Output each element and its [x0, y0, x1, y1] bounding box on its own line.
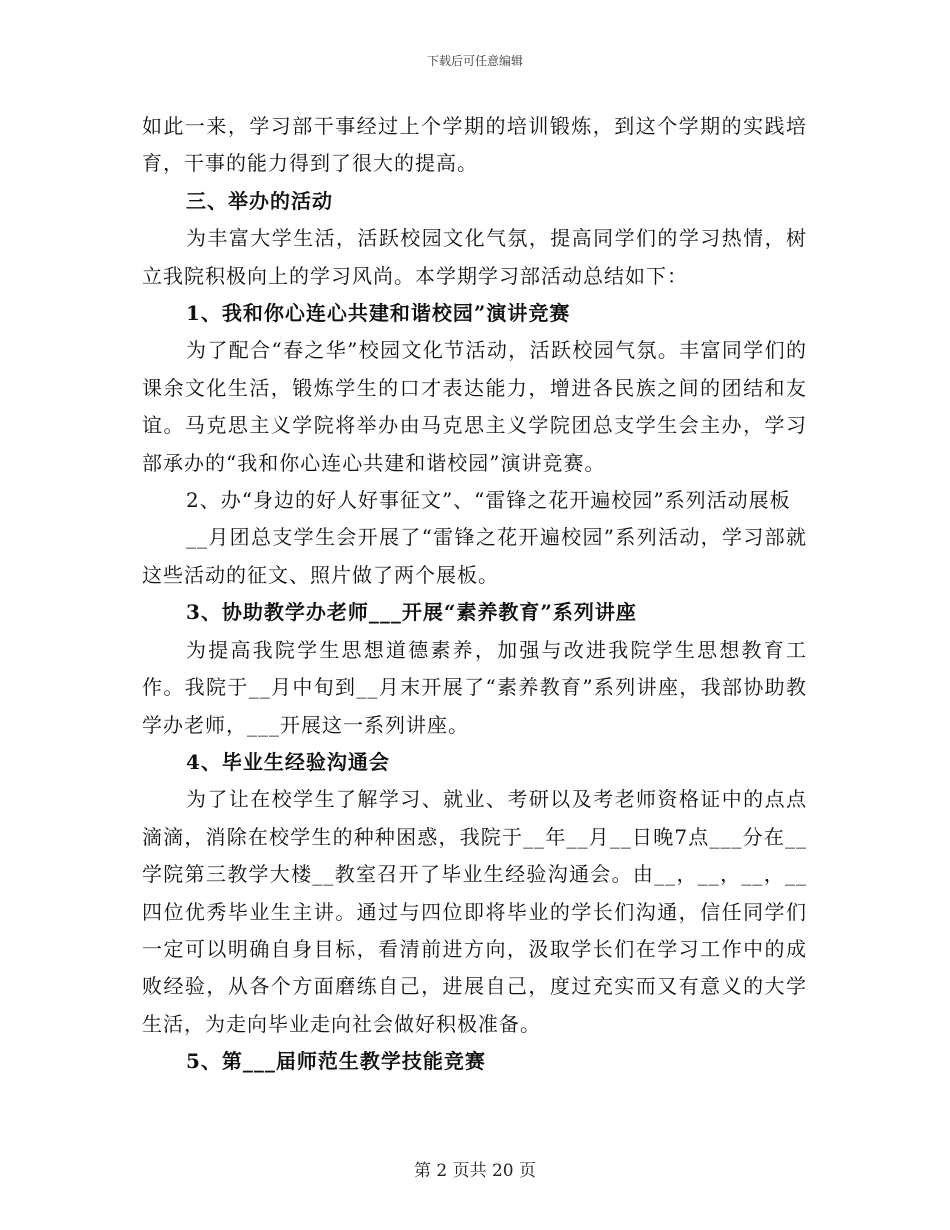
page-header: 下载后可任意编辑 — [426, 54, 523, 68]
paragraph-activities-summary: 为丰富大学生活，活跃校园文化气氛，提高同学们的学习热情，树立我院积极向上的学习风尚。本学期学习部活动总结如下： — [142, 226, 807, 288]
heading-display-boards: 2、办“身边的好人好事征文”、“雷锋之花开遍校园”系列活动展板 — [186, 488, 791, 513]
paragraph-speech-contest: 为了配合“春之华”校园文化节活动，活跃校园气氛。丰富同学们的课余文化生活，锻炼学生的口才表达能力，增进各民族之间的团结和友谊。马克思主义学院将举办由马克思主义学院团总支学生会主办，学习部承办的“我和你心连心共建和谐校园”演讲竞赛。 — [142, 338, 807, 475]
heading-teaching-skills-contest: 5、第___届师范生教学技能竞赛 — [186, 1049, 486, 1074]
paragraph-graduate-meeting: 为了让在校学生了解学习、就业、考研以及考老师资格证中的点点滴滴，消除在校学生的种种困惑，我院于__年__月__日晚7点___分在__学院第三教学大楼__教室召开了毕业生经验沟通会。由__，__，__，__四位优秀毕业生主讲。通过与四位即将毕业的学长们沟通，信任同学们一定可以明确自身目标，看清前进方向，汲取学长们在学习工作中的成败经验，从各个方面磨练自己，进展自己，度过充实而又有意义的大学生活，为走向毕业走向社会做好积极准备。 — [142, 787, 807, 1036]
paragraph-intro: 如此一来，学习部干事经过上个学期的培训锻炼，到这个学期的实践培育，干事的能力得到了很大的提高。 — [142, 114, 807, 176]
page-footer: 第 2 页共 20 页 — [413, 1161, 537, 1181]
heading-graduate-meeting: 4、毕业生经验沟通会 — [186, 749, 390, 774]
section-heading-activities: 三、举办的活动 — [186, 188, 333, 213]
paragraph-lecture-series: 为提高我院学生思想道德素养，加强与改进我院学生思想教育工作。我院于__月中旬到__月末开展了“素养教育”系列讲座，我部协助教学办老师，___开展这一系列讲座。 — [142, 637, 807, 737]
document-body — [142, 108, 807, 1081]
heading-lecture-series: 3、协助教学办老师___开展“素养教育”系列讲座 — [186, 600, 637, 625]
heading-speech-contest: 1、我和你心连心共建和谐校园”演讲竞赛 — [186, 301, 571, 326]
paragraph-display-boards: __月团总支学生会开展了“雷锋之花开遍校园”系列活动，学习部就这些活动的征文、照片做了两个展板。 — [142, 525, 807, 587]
